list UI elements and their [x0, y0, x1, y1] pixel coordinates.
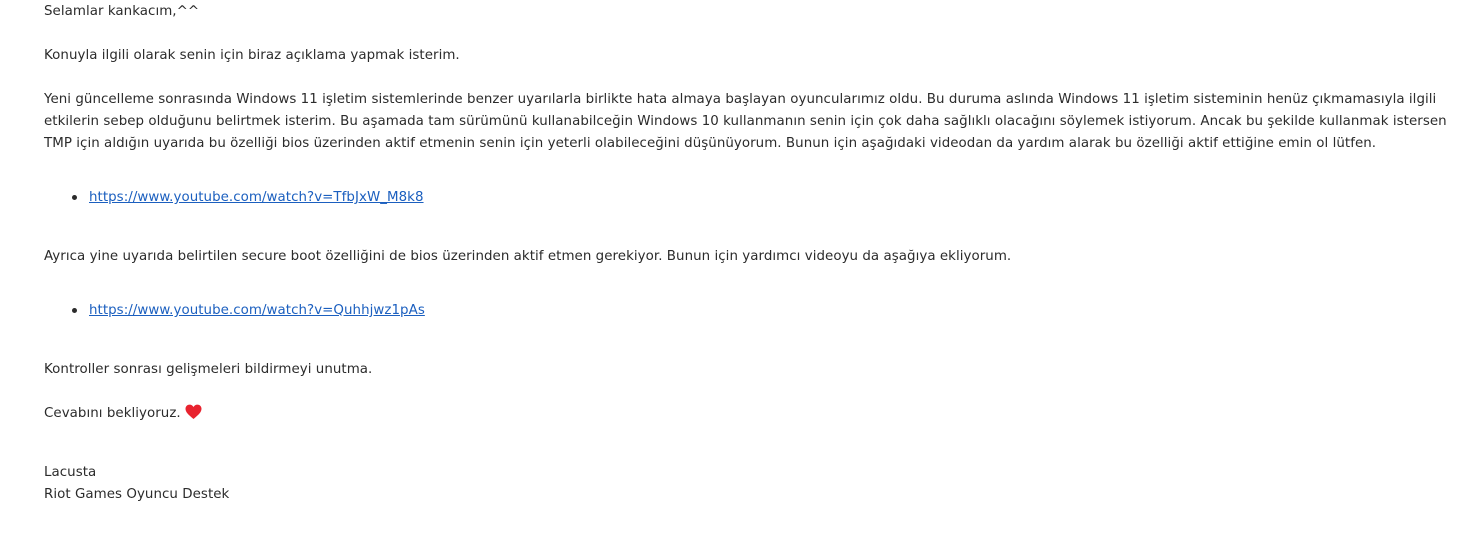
bullet-icon: [72, 308, 77, 313]
explanation-line-2: etkilerin sebep olduğunu belirtmek isterim. Bu aşamada tam sürümünü kullanabilceğin Windows 10 kullanmanın senin için çok daha sağlıklı olacağını söylemek istiyorum. Ancak bu şekilde kullanmak istersen: [44, 114, 1447, 129]
explanation-line-1: Yeni güncelleme sonrasında Windows 11 işletim sistemlerinde benzer uyarılarla birlikte hata almaya başlayan oyuncularımız oldu. Bu duruma aslında Windows 11 işletim sisteminin henüz çıkmamasıyla ilgili: [44, 92, 1437, 107]
reminder-text: Kontroller sonrası gelişmeleri bildirmeyi unutma.: [44, 362, 373, 377]
intro-text: Konuyla ilgili olarak senin için biraz açıklama yapmak isterim.: [44, 48, 460, 63]
red-heart-icon: [185, 404, 202, 428]
youtube-link-secure-boot[interactable]: https://www.youtube.com/watch?v=Quhhjwz1pAs: [89, 303, 425, 318]
greeting-text: Selamlar kankacım,^^: [44, 4, 200, 19]
secure-boot-text: Ayrıca yine uyarıda belirtilen secure boot özelliğini de bios üzerinden aktif etmen gerekiyor. Bunun için yardımcı videoyu da aşağıya ekliyorum.: [44, 249, 1012, 264]
bullet-icon: [72, 195, 77, 200]
signature-name: Lacusta: [44, 465, 97, 480]
youtube-link-tpm[interactable]: https://www.youtube.com/watch?v=TfbJxW_M8k8: [89, 190, 424, 205]
explanation-line-3: TMP için aldığın uyarıda bu özelliği bios üzerinden aktif etmenin senin için yeterli olabileceğini düşünüyorum. Bunun için aşağıdaki videodan da yardım alarak bu özelliği aktif ettiğine emin ol lütfen.: [44, 136, 1377, 151]
closing-text: Cevabını bekliyoruz.: [44, 406, 181, 421]
signature-team: Riot Games Oyuncu Destek: [44, 487, 230, 502]
closing-line: [44, 403, 202, 425]
